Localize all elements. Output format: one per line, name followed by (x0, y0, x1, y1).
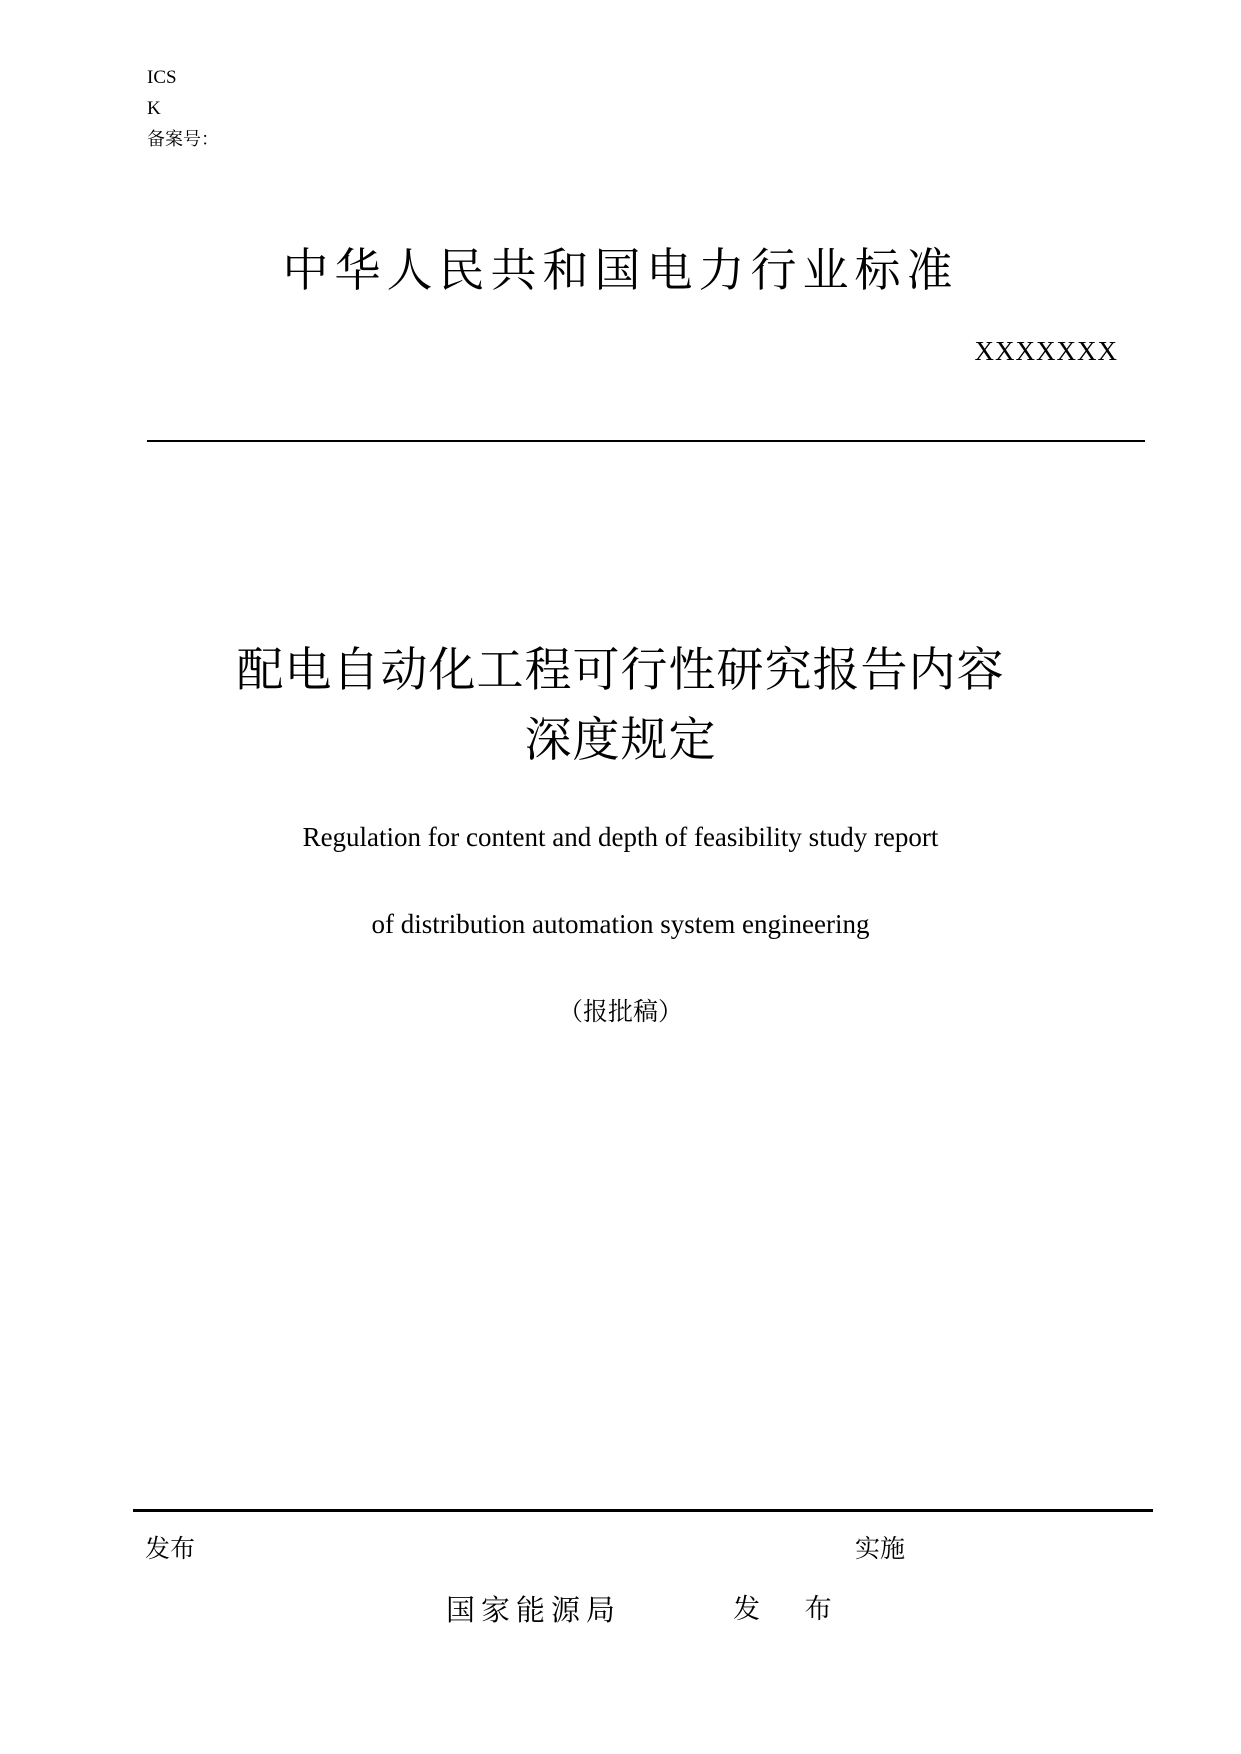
bottom-divider (133, 1509, 1153, 1512)
top-divider (147, 440, 1145, 442)
ics-code: ICS (147, 67, 177, 88)
publish-date-label: 发布 (145, 1534, 196, 1563)
document-title-line2: 深度规定 (524, 713, 717, 768)
english-title-line2: of distribution automation system engineering (371, 909, 870, 939)
issuing-authority: 国家能源局 (446, 1593, 622, 1627)
standard-title: 中华人民共和国电力行业标准 (282, 243, 959, 297)
english-title-line1: Regulation for content and depth of feasibility study report (302, 822, 939, 852)
classification-code: K (147, 98, 161, 119)
document-title (0, 636, 1241, 776)
filing-number-label: 备案号： (147, 129, 219, 150)
effective-date-label: 实施 (855, 1534, 906, 1563)
document-title-line1: 配电自动化工程可行性研究报告内容 (236, 643, 1005, 698)
issue-label: 发 布 (733, 1594, 850, 1625)
draft-status: （报批稿） (557, 997, 683, 1026)
header-meta (147, 62, 219, 155)
standard-code: XXXXXXX (974, 336, 1118, 366)
